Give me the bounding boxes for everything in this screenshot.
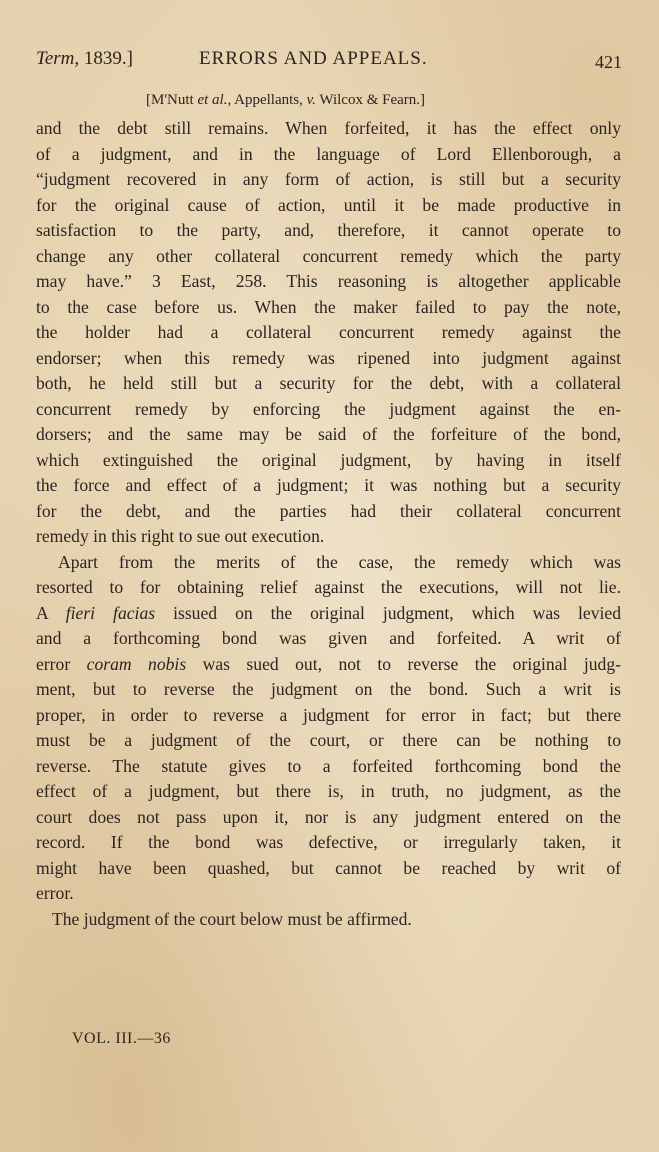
- text-line: remedy in this right to sue out execution.: [36, 526, 325, 546]
- text-line: change any other collateral concurrent remedy which the party: [36, 245, 621, 266]
- text-line: [36, 601, 621, 627]
- latin-term-coram-nobis: coram nobis: [86, 653, 187, 674]
- text-line: resorted to for obtaining relief against the executions, will not lie.: [36, 577, 621, 597]
- header-term: [36, 48, 133, 70]
- paragraph-2: [36, 550, 621, 907]
- text-line: both, he held still but a security for the debt, with a collateral: [36, 373, 621, 393]
- paragraph-3: [36, 907, 621, 933]
- text-line: reverse. The statute gives to a forfeited forthcoming bond the: [36, 755, 621, 776]
- text-line: “judgment recovered in any form of action, is still but a security: [36, 169, 621, 189]
- text-line: may have.” 3 East, 258. This reasoning is altogether applicable: [36, 271, 621, 291]
- case-caption-appellants: , Appellants,: [227, 92, 303, 108]
- text-line: proper, in order to reverse a judgment for error in fact; but there: [36, 704, 621, 725]
- paragraph-1: [36, 116, 621, 550]
- latin-term-fieri-facias: fieri facias: [65, 602, 156, 623]
- text-line: for the debt, and the parties had their collateral concurrent: [36, 500, 621, 521]
- header-year: 1839.]: [83, 48, 133, 69]
- case-caption: [146, 92, 425, 109]
- running-header: [36, 48, 624, 76]
- text-fragment: was sued out, not to reverse the original judg-: [202, 653, 621, 674]
- text-line: to the case before us. When the maker failed to pay the note,: [36, 296, 621, 317]
- text-line: of a judgment, and in the language of Lord Ellenborough, a: [36, 143, 621, 164]
- text-fragment: A: [36, 602, 48, 623]
- text-line: concurrent remedy by enforcing the judgment against the en-: [36, 398, 621, 419]
- volume-signature: VOL. III.—36: [72, 1030, 171, 1047]
- text-line: Apart from the merits of the case, the remedy which was: [58, 551, 621, 572]
- text-line: endorser; when this remedy was ripened into judgment against: [36, 347, 621, 368]
- text-line: might have been quashed, but cannot be reached by writ of: [36, 857, 621, 878]
- text-line: ment, but to reverse the judgment on the bond. Such a writ is: [36, 679, 621, 699]
- case-caption-respondents: Wilcox & Fearn.]: [319, 92, 426, 108]
- text-fragment: error: [36, 653, 71, 674]
- text-fragment: issued on the original judgment, which was levied: [173, 602, 622, 623]
- text-line: and the debt still remains. When forfeited, it has the effect only: [36, 118, 621, 138]
- text-line: court does not pass upon it, nor is any judgment entered on the: [36, 806, 621, 827]
- text-line: The judgment of the court below must be affirmed.: [52, 908, 412, 929]
- text-line: satisfaction to the party, and, therefore, it cannot operate to: [36, 220, 621, 240]
- header-title: ERRORS AND APPEALS.: [199, 48, 428, 69]
- header-term-label: Term,: [36, 48, 80, 69]
- text-line: error.: [36, 883, 74, 903]
- text-line: and a forthcoming bond was given and forfeited. A writ of: [36, 628, 621, 648]
- text-line: which extinguished the original judgment, by having in itself: [36, 449, 621, 470]
- text-line: must be a judgment of the court, or there can be nothing to: [36, 730, 621, 750]
- text-line: for the original cause of action, until it be made productive in: [36, 194, 621, 215]
- text-line: the force and effect of a judgment; it was nothing but a security: [36, 475, 621, 495]
- case-caption-v: v.: [306, 92, 316, 108]
- text-line: dorsers; and the same may be said of the forfeiture of the bond,: [36, 424, 621, 444]
- page-body: [36, 116, 621, 932]
- case-caption-open: [M'Nutt: [146, 92, 194, 108]
- text-line: [36, 652, 621, 678]
- page-number: 421: [595, 52, 622, 72]
- text-line: effect of a judgment, but there is, in truth, no judgment, as the: [36, 781, 621, 801]
- text-line: the holder had a collateral concurrent remedy against the: [36, 322, 621, 342]
- text-line: record. If the bond was defective, or irregularly taken, it: [36, 832, 621, 852]
- case-caption-et-al: et al.: [197, 92, 228, 108]
